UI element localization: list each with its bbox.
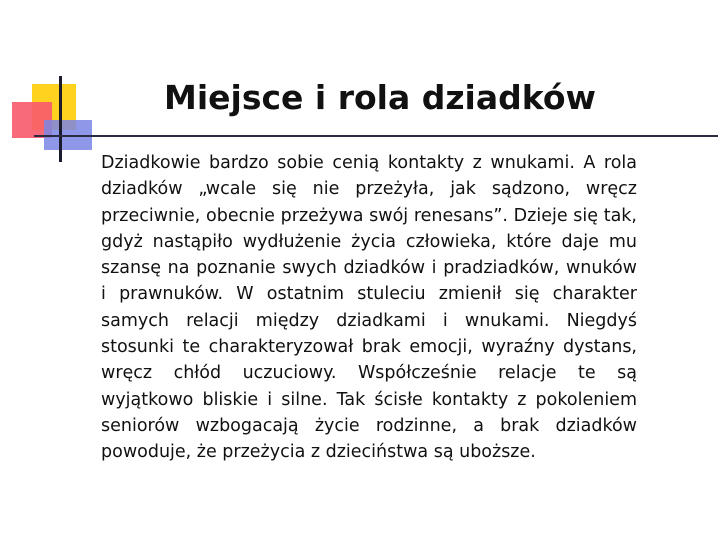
slide-body-text: Dziadkowie bardzo sobie cenią kontakty z wnukami. A rola dziadków „wcale się nie przeżyła, jak sądzono, wręcz przeciwnie, obecnie przeżywa swój renesans”. Dzieje się tak, gdyż nastąpiło wydłużenie życia człowieka, które daje mu szansę na poznanie swych dziadków i pradziadków, wnuków i prawnuków. W ostatnim stuleciu zmienił się charakter samych relacji między dziadkami i wnukami. Niegdyś stosunki te charakteryzował brak emocji, wyraźny dystans, wręcz chłód uczuciowy. Współcześnie relacje te są wyjątkowo bliskie i silne. Tak ścisłe kontakty z pokoleniem seniorów wzbogacają życie rodzinne, a brak dziadków powoduje, że przeżycia z dzieciństwa są uboższe. [101, 153, 637, 463]
title-underline-rule [34, 135, 718, 137]
slide-title: Miejsce i rola dziadków [164, 78, 596, 117]
decorative-squares-logo [0, 0, 100, 170]
vertical-rule [59, 76, 62, 162]
